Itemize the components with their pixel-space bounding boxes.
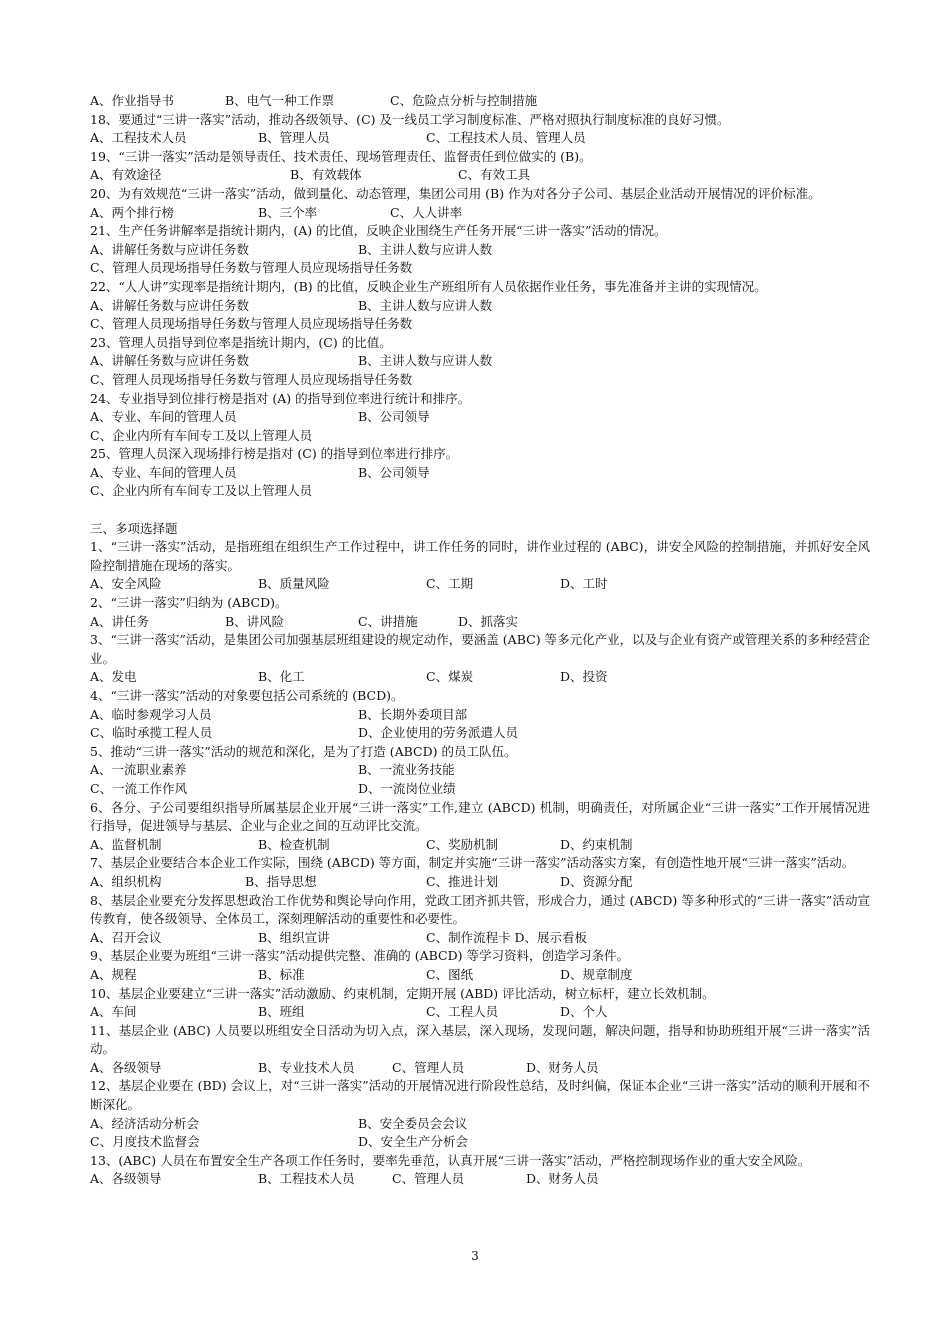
option-text: B、工程技术人员 (258, 1171, 355, 1187)
option-row (90, 668, 870, 687)
option-text: B、主讲人数与应讲人数 (358, 241, 493, 257)
option-text: B、班组 (258, 1004, 305, 1020)
question-text-wrapped: 20、为有效规范“三讲一落实”活动，做到量化、动态管理，集团公司用 (B) 作为对各分子公司、基层企业活动开展情况的评价标准。 (90, 185, 821, 201)
option-text: C、临时承揽工程人员 (90, 725, 213, 741)
option-text: A、一流职业素养 (90, 762, 187, 778)
option-row (90, 241, 870, 260)
option-row (90, 1133, 870, 1152)
question-text: C、管理人员现场指导任务数与管理人员应现场指导任务数 (90, 316, 413, 332)
question-text: 5、推动“三讲一落实”活动的规范和深化，是为了打造 (ABCD) 的员工队伍。 (90, 743, 517, 759)
option-text: A、专业、车间的管理人员 (90, 409, 237, 425)
option-text: D、企业使用的劳务派遣人员 (358, 725, 519, 741)
option-text: A、有效途径 (90, 167, 162, 183)
option-text: B、主讲人数与应讲人数 (358, 297, 493, 313)
question-text: 19、“三讲一落实”活动是领导责任、技术责任、现场管理责任、监督责任到位做实的 (B)。 (90, 148, 592, 164)
question-text: 24、专业指导到位排行榜是指对 (A) 的指导到位率进行统计和排序。 (90, 390, 471, 406)
option-text: C、讲措施 (358, 613, 418, 629)
option-text: B、专业技术人员 (258, 1059, 355, 1075)
option-text: D、资源分配 (560, 873, 633, 889)
page-number: 3 (471, 1249, 479, 1263)
option-text: C、制作流程卡 D、展示看板 (426, 929, 588, 945)
option-text: B、安全委员会会议 (358, 1115, 468, 1131)
option-text: A、各级领导 (90, 1171, 162, 1187)
option-text: C、图纸 (426, 966, 474, 982)
option-text: B、化工 (258, 669, 305, 685)
option-row (90, 129, 870, 148)
question-text-wrapped: 8、基层企业要充分发挥思想政治工作优势和舆论导向作用，党政工团齐抓共管，形成合力，通过 (ABCD) 等多种形式的“三讲一落实”活动宣传教育，使各级领导、全体员工，深刻理解活动的重要性和必要性。 (90, 892, 870, 927)
option-text: A、车间 (90, 1004, 137, 1020)
option-text: C、危险点分析与控制措施 (390, 93, 538, 108)
question-text: 2、“三讲一落实”归纳为 (ABCD)。 (90, 595, 288, 611)
option-text: A、讲解任务数与应讲任务数 (90, 353, 250, 369)
question-text-wrapped: 11、基层企业 (ABC) 人员要以班组安全日活动为切入点，深入基层，深入现场，发现问题，解决问题，指导和协助班组开展“三讲一落实”活动。 (90, 1022, 870, 1057)
option-text: A、规程 (90, 966, 137, 982)
section-spacer (90, 501, 870, 520)
option-text: A、监督机制 (90, 836, 162, 852)
question-text-wrapped: 7、基层企业要结合本企业工作实际，围绕 (ABCD) 等方面，制定并实施“三讲一落实”活动落实方案，有创造性地开展“三讲一落实”活动。 (90, 855, 855, 871)
question-text: 18、要通过“三讲一落实”活动，推动各级领导、(C) 及一线员工学习制度标准、严格对照执行制度标准的良好习惯。 (90, 111, 730, 127)
question-text-wrapped: 12、基层企业要在 (BD) 会议上，对“三讲一落实”活动的开展情况进行阶段性总结，及时纠偏，保证本企业“三讲一落实”活动的顺利开展和不断深化。 (90, 1078, 870, 1113)
option-text: A、专业、车间的管理人员 (90, 464, 237, 480)
multiple-choice-section (90, 538, 870, 1189)
question-text: 10、基层企业要建立“三讲一落实”活动激励、约束机制，定期开展 (ABD) 评比活动，树立标杆，建立长效机制。 (90, 985, 715, 1001)
question-text-wrapped: 1、“三讲一落实”活动，是指班组在组织生产工作过程中，讲工作任务的同时，讲作业过程的 (ABC)，讲安全风险的控制措施，并抓好安全风险控制措施在现场的落实。 (90, 539, 870, 573)
question-text: C、管理人员现场指导任务数与管理人员应现场指导任务数 (90, 371, 413, 387)
option-row (90, 873, 870, 892)
option-text: C、奖励机制 (426, 836, 499, 852)
option-text: D、抓落实 (458, 613, 519, 629)
option-text: B、讲风险 (225, 613, 285, 629)
option-row (90, 836, 870, 855)
option-row (90, 724, 870, 743)
question-text: 25、管理人员深入现场排行榜是指对 (C) 的指导到位率进行排序。 (90, 446, 459, 462)
option-row (90, 1115, 870, 1134)
option-text: C、人人讲率 (390, 204, 463, 220)
single-choice-continued (90, 92, 870, 501)
option-row (90, 204, 870, 223)
option-text: D、规章制度 (560, 966, 633, 982)
option-text: B、一流业务技能 (358, 762, 455, 778)
option-text: D、约束机制 (560, 836, 633, 852)
question-text: 22、“人人讲”实现率是指统计期内，(B) 的比值，反映企业生产班组所有人员依据作业任务，事先准备并主讲的实现情况。 (90, 278, 767, 294)
option-text: B、电气一种工作票 (225, 93, 335, 108)
option-row (90, 1059, 870, 1078)
question-text-wrapped: 6、各分、子公司要组织指导所属基层企业开展“三讲一落实”工作,建立 (ABCD) 机制，明确责任，对所属企业“三讲一落实”工作开展情况进行指导，促进领导与基层、企业与企业之间的互动评比交流。 (90, 799, 870, 834)
option-text: C、推进计划 (426, 873, 499, 889)
option-text: D、投资 (560, 669, 608, 685)
option-text: B、管理人员 (258, 130, 330, 146)
option-text: B、三个率 (258, 204, 318, 220)
option-text: D、工时 (560, 576, 608, 592)
option-text: B、主讲人数与应讲人数 (358, 353, 493, 369)
option-text: D、财务人员 (526, 1059, 599, 1075)
option-text: A、各级领导 (90, 1059, 162, 1075)
option-row (90, 706, 870, 725)
option-text: B、有效载体 (290, 167, 362, 183)
question-text-wrapped: 13、(ABC) 人员在布置安全生产各项工作任务时，要率先垂范，认真开展“三讲一落实”活动，严格控制现场作业的重大安全风险。 (90, 1152, 811, 1168)
option-text: C、工期 (426, 576, 474, 592)
option-row (90, 297, 870, 316)
option-text: A、工程技术人员 (90, 130, 187, 146)
option-text: B、公司领导 (358, 409, 430, 425)
option-text: A、临时参观学习人员 (90, 706, 212, 722)
section-title: 三、多项选择题 (90, 520, 178, 536)
option-text: A、发电 (90, 669, 137, 685)
option-text: A、讲解任务数与应讲任务数 (90, 241, 250, 257)
option-row (90, 352, 870, 371)
option-row (90, 1003, 870, 1022)
option-text: D、财务人员 (526, 1171, 599, 1187)
question-text: 23、管理人员指导到位率是指统计期内，(C) 的比值。 (90, 334, 392, 350)
question-text-wrapped: 3、“三讲一落实”活动，是集团公司加强基层班组建设的规定动作，要涵盖 (ABC) 等多元化产业，以及与企业有资产或管理关系的多种经营企业。 (90, 632, 870, 666)
option-text: B、组织宣讲 (258, 929, 330, 945)
option-text: C、有效工具 (458, 167, 531, 183)
question-text: 21、生产任务讲解率是指统计期内，(A) 的比值，反映企业围绕生产任务开展“三讲一落实”活动的情况。 (90, 223, 667, 239)
option-row (90, 575, 870, 594)
option-text: A、两个排行榜 (90, 204, 175, 220)
option-text: C、管理人员 (392, 1171, 465, 1187)
option-row (90, 92, 870, 111)
option-text: D、个人 (560, 1004, 608, 1020)
option-text: B、检查机制 (258, 836, 330, 852)
option-text: C、煤炭 (426, 669, 474, 685)
option-text: A、组织机构 (90, 873, 162, 889)
option-text: C、工程技术人员、管理人员 (426, 130, 586, 146)
option-row (90, 613, 870, 632)
option-text: B、质量风险 (258, 576, 330, 592)
option-row (90, 408, 870, 427)
option-row (90, 780, 870, 799)
option-text: A、安全风险 (90, 576, 162, 592)
option-row (90, 761, 870, 780)
option-text: C、工程人员 (426, 1004, 499, 1020)
option-text: C、月度技术监督会 (90, 1134, 200, 1150)
option-text: A、作业指导书 (90, 93, 175, 108)
option-text: D、安全生产分析会 (358, 1134, 469, 1150)
option-text: C、管理人员 (392, 1059, 465, 1075)
option-text: B、标准 (258, 966, 305, 982)
document-page (90, 92, 870, 1189)
option-text: A、讲解任务数与应讲任务数 (90, 297, 250, 313)
option-row (90, 464, 870, 483)
question-text: C、管理人员现场指导任务数与管理人员应现场指导任务数 (90, 260, 413, 276)
option-row (90, 966, 870, 985)
question-text: C、企业内所有车间专工及以上管理人员 (90, 427, 313, 443)
option-row (90, 929, 870, 948)
option-text: C、一流工作作风 (90, 780, 188, 796)
question-text: 4、“三讲一落实”活动的对象要包括公司系统的 (BCD)。 (90, 688, 404, 703)
option-text: B、指导思想 (245, 873, 317, 889)
question-text: C、企业内所有车间专工及以上管理人员 (90, 483, 313, 499)
option-text: D、一流岗位业绩 (358, 780, 456, 796)
option-text: B、公司领导 (358, 464, 430, 480)
option-row (90, 1170, 870, 1189)
option-text: A、召开会议 (90, 929, 162, 945)
option-text: A、经济活动分析会 (90, 1115, 200, 1131)
option-text: A、讲任务 (90, 613, 150, 629)
option-row (90, 166, 870, 185)
question-text: 9、基层企业要为班组“三讲一落实”活动提供完整、准确的 (ABCD) 等学习资料，创造学习条件。 (90, 948, 629, 964)
option-text: B、长期外委项目部 (358, 706, 468, 722)
